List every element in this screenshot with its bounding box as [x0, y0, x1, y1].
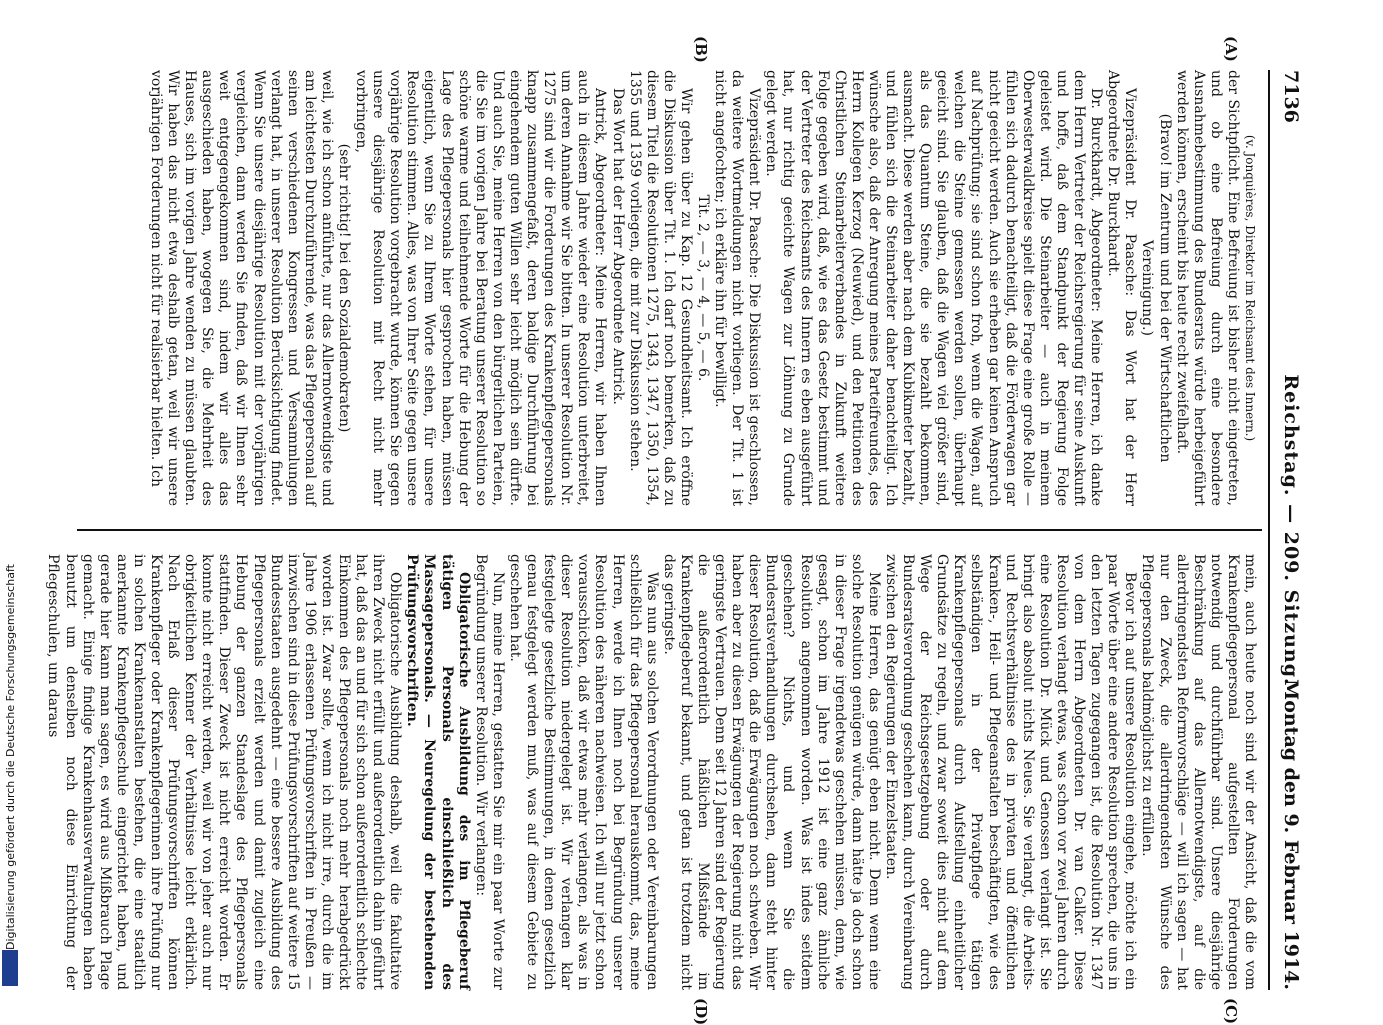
margin-mark-d: (D) [692, 998, 710, 1025]
column-divider [77, 529, 1262, 531]
interjection: (Bravo! im Zentrum und bei der Wirtschaftlichen Vereinigung.) [1139, 113, 1173, 463]
paragraph: Vizepräsident Dr. Paasche: Die Diskussion ist geschlossen, da weitere Wortmeldungen nicht vorliegen. Der Tit. 1 ist nicht angefochten; ich erkläre ihn für bewilligt. [712, 70, 763, 506]
paragraph: Bevor ich auf unsere Resolution eingehe, möchte ich ein paar Worte über eine andere Resolution sprechen, die uns in den letzten Tagen zugegangen ist, die Resolution Nr. 1347 von dem Herrn Abgeordneten Dr. van Calker. Diese Resolution verlangt etwas, was schon vor zwei Jahren durch eine Resolution Dr. Mück und Genossen verlangt ist. Sie bringt also absolut nichts Neues. Sie verlangt, die Arbeits- und Rechtsverhältnisse des in privaten und öffentlichen Kranken-, Heil- und Pflegeanstalten beschäftigten, wie des selbständigen in der Privatpflege tätigen Krankenpflegepersonals durch Aufstellung einheitlicher Grundsätze zu regeln, und zwar soweit dies nicht auf dem Wege der Reichsgesetzgebung oder durch Bundesratsverordnung geschehen kann, durch Vereinbarung zwischen den Regierungen der Einzelstaaten. [883, 554, 1139, 990]
title-list: Tit. 2, — 3, — 4, — 5, — 6. [695, 194, 711, 382]
interjection: (sehr richtig! bei den Sozialdemokraten) [336, 143, 353, 433]
header-date: Montag den 9. Februar 1914. [1280, 679, 1302, 990]
paragraph: Was nun aus solchen Verordnungen oder Vereinbarungen schließlich für das Pflegepersonal herauskommt, das, meine Herren, werde ich Ihnen noch bei Begründung unserer Resolution des näheren nachweisen. Ich will nur jetzt schon vorausschicken, daß wir etwas mehr verlangen, als was in dieser Resolution niedergelegt ist. Wir verlangen klar festgelegte gesetzliche Bestimmungen, in denen gesetzlich genau festgelegt werden muß, was auf diesem Gebiete zu geschehen hat. [506, 554, 660, 990]
margin-mark-a: (A) [1222, 36, 1240, 62]
demand-heading: Obligatorische Ausbildung des im Pflegeberuf tätigen Personals einschließlich des Massagepersonals. — Neuregelung der bestehenden Prüfungsvorschriften. [404, 554, 472, 990]
right-column [45, 554, 1258, 990]
paragraph: Das Wort hat der Herr Abgeordnete Antrick. [609, 88, 626, 405]
paragraph: Nun, meine Herren, gestatten Sie mir ein paar Worte zur Begründung unserer Resolution. Wir verlangen: [472, 554, 506, 990]
paragraph: Dr. Burckhardt, Abgeordneter: Meine Herren, ich danke dem Herrn Vertreter der Reichsregierung für seine Auskunft und hoffe, daß dem Standpunkt der Regierung Folge geleistet wird. Die Steinarbeiter — auch in meinem Oberwesterwaldkreise spielt diese Frage eine große Rolle — fühlen sich dadurch benachteiligt, daß die Förderwagen gar nicht geeicht werden. Auch sie erheben gar keinen Anspruch auf Nachprüfung; sie sind schon froh, wenn die Wagen, auf welchen die Steine gemessen werden sollen, überhaupt geeicht sind. Sie glauben, daß die Wagen viel größer sind, als das Quantum Steine, die sie bezahlt bekommen, ausmacht. Diese werden aber nach dem Kubikmeter bezahlt, und fühlen sich die Steinarbeiter daher benachteiligt. Ich wünsche also, daß der Anregung meines Parteifreundes, des Herrn Kollegen Kerzog (Neuwied), und den Petitionen des Christlichen Steinarbeiterverbandes in Zukunft weitere Folge gegeben wird, daß, wie es das Gesetz bestimmt und der Vertreter des Reichsamts des Innern es eben ausgeführt hat, nur richtig geeichte Wagen zur Löhnung zu Grunde gelegt werden. [763, 70, 1105, 506]
paragraph: der Sichtpflicht. Eine Befreiung ist bisher nicht eingetreten, und ob eine Befreiung durch eine besondere Ausnahmebestimmung des Bundesrats würde herbeigeführt werden können, erscheint bis heute recht zweifelhaft. [1173, 70, 1241, 506]
digitization-note: Digitalisierung gefördert durch die Deutsche Forschungsgemeinschaft [4, 564, 17, 950]
paragraph: weil, wie ich schon anführte, nur das Allernotwendigste und am leichtesten Durchzuführende, was das Pflegepersonal auf seinen verschiedenen Kongressen und Versammlungen verlangt hat, in unserer Resolution Berücksichtigung findet. Wenn Sie unsere diesjährige Resolution mit der vorjährigen vergleichen, dann werden Sie finden, daß wir Ihnen sehr weit entgegengekommen sind, indem wir alles das ausgeschieden haben, wogegen Sie, die Mehrheit des Hauses, sich im vorigen Jahre wenden zu müssen glaubten. Wir haben das nicht etwa deshalb getan, weil wir unsere vorjährigen Forderungen nicht für realisierbar hielten. Ich [148, 70, 335, 506]
paragraph: Meine Herren, das genügt eben nicht. Denn wenn eine solche Resolution genügen würde, dann hätte ja doch schon in dieser Frage irgendetwas geschehen müssen, denn, wie gesagt, schon im Jahre 1912 ist eine ganz ähnliche Resolution angenommen worden. Was ist indes seitdem geschehen? Nichts, und wenn Sie die Bundesratsverhandlungen durchsehen, dann steht hinter dieser Resolution, daß die Erwägungen noch schweben. Wir haben aber zu diesen Erwägungen der Regierung nicht das geringste Vertrauen. Denn seit 12 Jahren sind der Regierung die außerordentlich häßlichen Mißstände im Krankenpflegeberuf bekannt, und getan ist trotzdem nicht das geringste. [660, 554, 882, 990]
paragraph: Obligatorische Ausbildung deshalb, weil die fakultative ihren Zweck nicht erfüllt und außerordentlich dahin geführt hat, daß das an und für sich schon außerordentlich schlechte Einkommen des Pflegepersonals noch mehr herabgedrückt worden ist. Zwar sollte, wenn ich nicht irre, durch die im Jahre 1906 erlassenen Prüfungsvorschriften in Preußen — inzwischen sind in diese Prüfungsvorschriften auf weitere 15 Bundesstaaten ausgedehnt — eine bessere Ausbildung des Pflegepersonals erzielt werden und damit zugleich eine Hebung der ganzen Standeslage des Pflegepersonals stattfinden. Dieser Zweck ist nicht erreicht worden. Er konnte nicht erreicht werden, weil wir von jeher auch nur obrigkeitlichen Kenner der Verhältnisse leicht erklärlich. Nach Erlaß dieser Prüfungsvorschriften können Krankenpfleger oder Krankenpflegerinnen ihre Prüfung nur in solchen Krankenanstalten bestehen, die eine staatlich anerkannte Krankenpflegeschule eingerichtet haben, und gerade hier kann man sagen, es wird aus Mißbrauch Plage gemacht. Einige findige Krankenhausverwaltungen haben benutzt um denselben noch diese Einrichtung der Pflegeschulen, um daraus [45, 554, 404, 990]
header-title: Reichstag. — 209. Sitzung. [1280, 374, 1302, 686]
dfg-logo [2, 950, 18, 986]
paragraph: Vizepräsident Dr. Paasche: Das Wort hat der Herr Abgeordnete Dr. Burckhardt. [1105, 70, 1139, 506]
left-column [78, 70, 1258, 506]
paragraph: Antrick, Abgeordneter: Meine Herren, wir haben Ihnen auch in diesem Jahre wieder eine Resolution unterbreitet, um deren Annahme wir Sie bitten. In unserer Resolution Nr. 1275 sind wir die Forderungen des Krankenpflegepersonals knapp zusammengefaßt, deren baldige Durchführung bei eingehendem guten Willen sehr leicht möglich sein dürfte. Und auch Sie, meine Herren von den bürgerlichen Parteien, die Sie im vorigen Jahre bei Beratung unserer Resolution so schöne warme und teilnehmende Worte für die Hebung der Lage des Pflegepersonals hier gesprochen haben, müssen eigentlich, wenn Sie zu Ihrem Worte stehen, für unsere Resolution stimmen. Alles, was von Ihrer Seite gegen unsere vorjährige Resolution vorgebracht wurde, können Sie gegen unsere diesjährige Resolution mit Recht nicht mehr vorbringen, [353, 70, 609, 506]
speaker-note: (v. Jonquières, Direktor im Reichsamt des Innern.) [1243, 134, 1257, 442]
page-header [1268, 70, 1310, 990]
margin-mark-c: (C) [1222, 998, 1240, 1025]
page-number: 7136 [1280, 70, 1302, 123]
paragraph: mein, auch heute noch sind wir der Ansicht, daß die vom Krankenpflegepersonal aufgestellten Forderungen notwendig und durchführbar sind. Unsere diesjährige Beschränkung auf das Allernotwendigste, auf die allerdringendsten Reformvorschläge — will ich sagen — hat nur den Zweck, die allerdringendsten Wünsche des Pflegepersonals baldmöglichst zu erfüllen. [1139, 554, 1258, 990]
margin-mark-b: (B) [692, 36, 710, 63]
paragraph: Wir gehen über zu Kap. 12 Gesundheitsamt. Ich eröffne die Diskussion über Tit. 1. Ich darf noch bemerken, daß zu diesem Titel die Resolutionen 1275, 1343, 1347, 1350, 1354, 1355 und 1359 vorliegen, die mit zur Diskussion stehen. [626, 70, 694, 506]
document-page [45, 36, 1310, 1025]
